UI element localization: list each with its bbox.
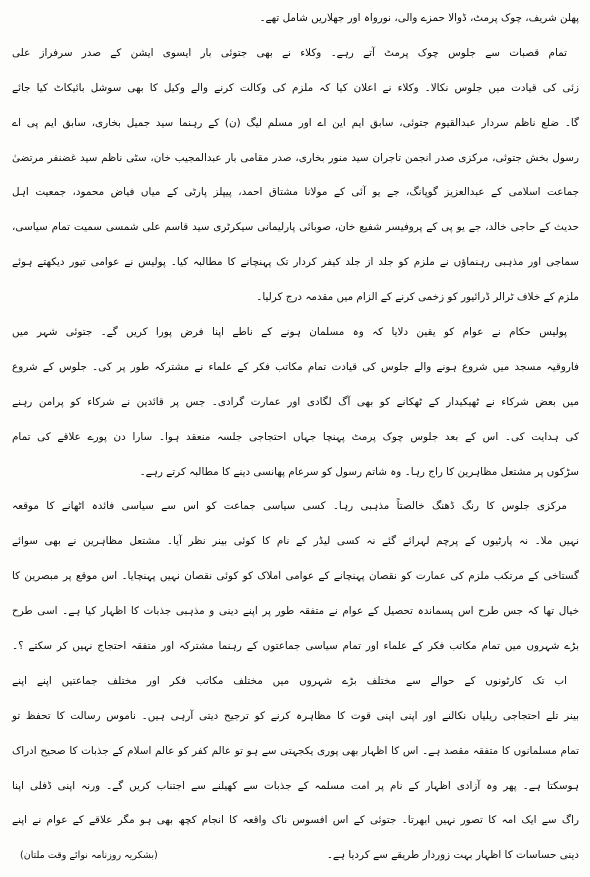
paragraph [12, 489, 579, 663]
paragraph [12, 315, 579, 489]
text-line: پھلن شریف، چوک پرمٹ، ڈوالا حمزے والی، نورواہ اور جھلاریں شامل تھے۔ [259, 12, 579, 24]
line-text: دینی حساسات کا اظہار بہت زوردار طریقے سے کردیا ہے۔ [326, 849, 579, 862]
text-line: حدیث کے حاجی خالد، جے یو پی کے پروفیسر شفیع خان، صوبائی پارلیمانی سیکرٹری سید قاسم علی شمسی سمیت تمام سیاسی، [12, 221, 579, 234]
text-line: سماجی اور مذہبی رہنماؤں نے ملزم کو جلد از جلد کیفر کردار تک پہنچانے کا مطالبہ کیا۔ پولیس نے عوامی تیور دیکھتے ہوئے [12, 256, 579, 269]
text-line: کی ہدایت کی۔ اس کے بعد جلوس چوک پرمٹ پہنچا جہاں احتجاجی جلسہ منعقد ہوا۔ سارا دن پورے علاقے کی تمام [12, 430, 579, 443]
text-line: گستاخی کے مرتکب ملزم کی عمارت کو نقصان پہنچانے کے عوامی املاک کو کوئی نقصان نہیں پہنچایا۔ اس موقع پر مبصرین کا [12, 570, 579, 583]
text-line: تمام قصبات سے جلوس چوک پرمٹ آتے رہے۔ وکلاء نے بھی جتوئی بار ایسوی ایشن کے صدر سرفراز علی [12, 46, 567, 59]
paragraph [12, 664, 579, 873]
paragraph [12, 36, 579, 315]
text-line: خیال تھا کہ جس طرح اس پسماندہ تحصیل کے عوام نے متفقہ طور پر اپنے دینی و مذہبی جذبات کا اظہار کیا ہے۔ اسی طرح [12, 605, 579, 618]
text-line: ہوسکتا ہے۔ پھر وہ آزادی اظہار کے نام پر امت مسلمہ کے جذبات سے کھیلنے سے اجتناب کریں گے۔ ورنہ اپنی ڈفلی اپنا [12, 779, 579, 792]
text-line: اب تک کارٹونوں کے حوالے سے مختلف بڑے شہروں میں مختلف مکاتب فکر اور مختلف جماعتیں اپنے اپنے [12, 674, 567, 687]
text-line: مرکزی جلوس کا رنگ ڈھنگ خالصتاً مذہبی رہا۔ کسی سیاسی جماعت کو اس سے سیاسی فائدہ اٹھانے کا موقعہ [12, 500, 567, 513]
text-line: رسول بخش جتوئی، مرکزی صدر انجمن تاجران سید منور بخاری، صدر مقامی بار عبدالمجیب خان، سٹی ناظم سید غضنفر مرتضیٰ [12, 151, 579, 164]
source-credit: (بشکریہ روزنامہ نوائے وقت ملتان) [20, 850, 158, 862]
text-line: میں بعض شرکاء نے ٹھیکیدار کے ٹھکانے کو بھی آگ لگادی اور عمارت گرادی۔ جس پر قائدین نے شرکاء کو پرامن رہنے [12, 395, 579, 408]
text-line: زئی کی قیادت میں جلوس نکالا۔ وکلاء نے اعلان کیا کہ ملزم کی وکالت کرنے والے وکیل کا بھی سوشل بائیکاٹ کیا جائے [12, 81, 579, 94]
text-line: ملزم کے خلاف ٹرالر ڈرائیور کو زخمی کرنے کے الزام میں مقدمہ درج کرلیا۔ [256, 291, 579, 304]
text-line: گا۔ ضلع ناظم سردار عبدالقیوم جتوئی، سابق ایم این اے اور مسلم لیگ (ن) کے رہنما سید جمیل بخاری، سابق ایم پی اے [12, 116, 579, 129]
text-line: تمام مسلمانوں کا متفقہ مقصد ہے۔ اس کا اظہار بھی پوری یکجہتی سے ہو تو عالم کفر کو عالم اسلام کے جذبات کا صحیح ادراک [12, 744, 579, 757]
text-line: سڑکوں پر مشتعل مظاہرین کا راج رہا۔ وہ شاتم رسول کو سرعام پھانسی دینے کا مطالبہ کرتے رہے۔ [139, 465, 579, 478]
text-line: فاروقیہ مسجد میں شروع ہونے والے جلوس کی قیادت تمام مکاتب فکر کے علماء نے مشترکہ طور پر کی۔ جلوس کے شروع [12, 360, 579, 373]
text-line: بینر تلے احتجاجی ریلیاں نکالنے اور اپنی اپنی قوت کا مظاہرہ کرنے کو ترجیح دیتی آرہی ہیں۔ ناموس رسالت کا تحفظ تو [12, 709, 579, 722]
text-line [12, 838, 579, 873]
text-line: راگ سے ایک امہ کا تصور نہیں ابھرتا۔ جتوئی کے اس افسوس ناک واقعہ کا انجام کچھ بھی ہو مگر علاقے کے عوام نے اپنے [12, 814, 579, 827]
paragraph [12, 1, 579, 36]
text-line: نہیں ملا۔ نہ پارٹیوں کے پرچم لہرائے گئے نہ کسی لیڈر کے نام کا کوئی بینر نظر آیا۔ مشتعل مظاہرین نے بھی سوائے [12, 535, 579, 548]
text-line: جماعت اسلامی کے عبدالعزیز گوپانگ، جے یو آئی کے مولانا مشتاق احمد، پیپلز پارٹی کے میاں فیاض محمود، جمعیت اہل [12, 186, 579, 199]
text-line: پولیس حکام نے عوام کو یقین دلایا کہ وہ مسلمان ہونے کے ناطے اپنا فرض پورا کریں گے۔ جتوئی شہر میں [12, 326, 567, 339]
text-line: بڑے شہروں میں تمام مکاتب فکر کے علماء اور تمام سیاسی جماعتوں کے رہنما مشترکہ اور متفقہ احتجاج نہیں کر سکتے ؟۔ [12, 640, 579, 653]
